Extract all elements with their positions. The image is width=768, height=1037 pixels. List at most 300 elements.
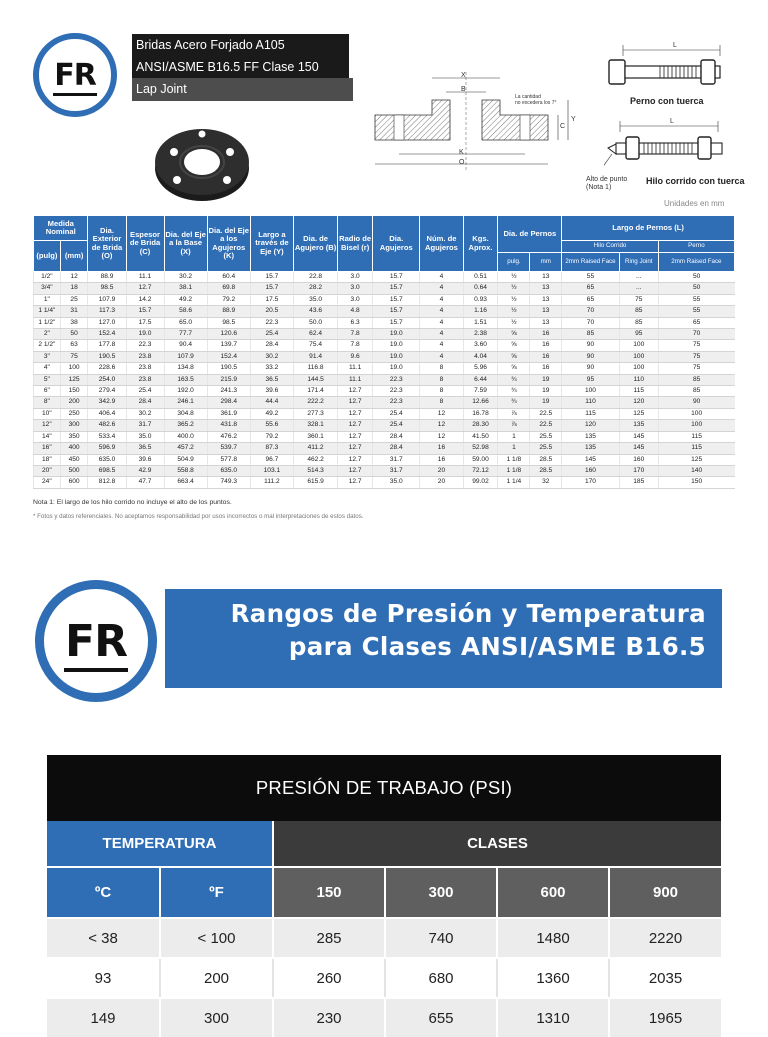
table-cell: 25.4 [373,408,420,419]
table-row [34,329,735,340]
table-cell: 596.9 [88,443,126,454]
table-cell: 450 [60,454,88,465]
pressure-cell: 655 [384,999,496,1037]
table-cell: 115 [619,386,658,397]
table-cell: 22.3 [250,317,293,328]
table-row [34,272,735,283]
table-cell: 16 [530,340,562,351]
col-bolt-pulg: pulg. [498,253,530,272]
pressure-cell: 285 [272,919,384,957]
table-cell: 15.7 [373,272,420,283]
table-cell: 63 [60,340,88,351]
table-cell: 7.59 [463,386,498,397]
table-cell: 185 [619,477,658,488]
table-cell: 17.5 [250,294,293,305]
table-cell: 41.50 [463,431,498,442]
table-cell: 28.4 [373,431,420,442]
col-bolt-length: Largo de Pernos (L) [562,216,735,241]
table-cell: 18" [34,454,61,465]
table-cell: 12.7 [126,283,164,294]
table-cell: 2.38 [463,329,498,340]
table-cell: 8 [420,397,463,408]
table-cell: 28.4 [126,397,164,408]
pressure-cell: 1965 [608,999,721,1037]
table-cell: 90.4 [164,340,207,351]
table-row [34,374,735,385]
table-cell: ... [619,283,658,294]
table-cell: 152.4 [88,329,126,340]
table-cell: 103.1 [250,465,293,476]
table-cell: 39.6 [126,454,164,465]
table-cell: 28.4 [250,340,293,351]
table-row [34,465,735,476]
pressure-cell: < 38 [47,919,159,957]
table-cell: 99.02 [463,477,498,488]
table-cell: 79.2 [207,294,250,305]
table-row [34,408,735,419]
table-cell: 3" [34,351,61,362]
table-cell: 31.7 [373,465,420,476]
table-cell: 25.4 [250,329,293,340]
table-cell: 59.00 [463,454,498,465]
table-cell: 365.2 [164,420,207,431]
table-cell: 8 [420,374,463,385]
table-cell: 12.7 [338,465,373,476]
table-cell: 635.0 [88,454,126,465]
table-cell: 15.7 [373,317,420,328]
table-row [34,340,735,351]
stud-bolt-diagram [604,118,734,170]
table-cell: 7.8 [338,340,373,351]
table-cell: 12" [34,420,61,431]
pressure-cell: 740 [384,919,496,957]
table-cell: 9.6 [338,351,373,362]
table-row [34,477,735,488]
table-row [34,294,735,305]
table-cell: 100 [658,408,734,419]
table-row [34,443,735,454]
table-cell: 135 [562,431,620,442]
table-row [34,420,735,431]
table-cell: 24" [34,477,61,488]
table-cell: 42.9 [126,465,164,476]
col-pulg: (pulg) [34,241,61,272]
table-cell: ⅝ [498,363,530,374]
table-cell: 19.0 [126,329,164,340]
table-cell: 812.8 [88,477,126,488]
table-cell: 615.9 [293,477,337,488]
table-cell: 72.12 [463,465,498,476]
col-nominal-size: Medida Nominal [34,216,88,241]
table-cell: 70 [562,317,620,328]
pressure-cell: 2220 [608,919,721,957]
table-cell: 171.4 [293,386,337,397]
table-cell: 16 [420,454,463,465]
table-cell: 36.5 [250,374,293,385]
table-cell: 1 1/8 [498,465,530,476]
table-cell: 12.66 [463,397,498,408]
col-outer-dia: Dia. Exterior de Brida (O) [88,216,126,272]
table-cell: 55.6 [250,420,293,431]
table-cell: 75 [619,294,658,305]
dim-y-label: Y [571,116,576,123]
table-cell: 4 [420,329,463,340]
table-cell: 0.51 [463,272,498,283]
table-cell: 60.4 [207,272,250,283]
pressure-cell: 200 [159,959,272,997]
table-cell: 145 [619,443,658,454]
table-cell: 16 [530,351,562,362]
table-cell: 215.9 [207,374,250,385]
table-cell: 14.2 [126,294,164,305]
table-cell: 120.6 [207,329,250,340]
table-cell: 90 [562,351,620,362]
table-row [34,363,735,374]
table-cell: 115 [658,443,734,454]
table-cell: ½ [498,306,530,317]
table-cell: 4.04 [463,351,498,362]
table-cell: 12 [420,431,463,442]
table-cell: 31.7 [126,420,164,431]
table-cell: 17.5 [126,317,164,328]
table-cell: 100 [619,340,658,351]
col-stud-ring: Ring Joint [619,253,658,272]
table-cell: ⅞ [498,420,530,431]
table-cell: ½ [498,272,530,283]
table-cell: 200 [60,397,88,408]
class-300: 300 [384,868,496,917]
table-cell: 19 [530,397,562,408]
table-cell: 304.8 [164,408,207,419]
table-cell: 500 [60,465,88,476]
banner-title-line1: Rangos de Presión y Temperatura [230,599,706,628]
table-cell: 22.5 [530,420,562,431]
table-cell: 49.2 [250,408,293,419]
bolt-dim-l-label: L [673,42,677,49]
table-row [34,397,735,408]
pressure-cell: 300 [159,999,272,1037]
flange-angle-note: La cantidad no excedera los 7° [515,94,557,106]
table-cell: 120 [619,397,658,408]
table-cell: 107.9 [164,351,207,362]
table-row [34,454,735,465]
stud-dim-l-label: L [670,118,674,125]
table-cell: 28.30 [463,420,498,431]
table-cell: 190.5 [207,363,250,374]
table-cell: 7.8 [338,329,373,340]
table-cell: 1.51 [463,317,498,328]
table-cell: 6.44 [463,374,498,385]
table-cell: 16 [530,363,562,374]
flange-cross-section-diagram [370,70,575,175]
table-cell: 360.1 [293,431,337,442]
table-cell: 43.6 [293,306,337,317]
table-cell: 87.3 [250,443,293,454]
table-cell: 18 [60,283,88,294]
table-cell: 15.7 [250,283,293,294]
col-bevel-radius: Radio de Bisel (r) [338,216,373,272]
table-cell: 75 [658,340,734,351]
pressure-rows [47,917,721,1037]
table-cell: 152.4 [207,351,250,362]
table-cell: 177.8 [88,340,126,351]
dim-x-label: X [461,72,466,79]
table-cell: 28.4 [373,443,420,454]
table-cell: 88.9 [207,306,250,317]
col-hub-dia: Dia. del Eje a la Base (X) [164,216,207,272]
table-cell: 32 [530,477,562,488]
table-cell: 1 1/2" [34,317,61,328]
table-cell: 95 [562,374,620,385]
table-cell: 8 [420,363,463,374]
pressure-cell: 93 [47,959,159,997]
table-cell: 70 [658,329,734,340]
table-cell: 25.5 [530,443,562,454]
table-cell: 3.0 [338,272,373,283]
table-cell: 50 [658,283,734,294]
table-cell: 228.6 [88,363,126,374]
table-cell: 145 [619,431,658,442]
table-cell: 16.78 [463,408,498,419]
table-cell: 1.16 [463,306,498,317]
stud-caption: Hilo corrido con tuerca [646,176,745,186]
table-cell: 361.9 [207,408,250,419]
table-cell: 150 [658,477,734,488]
table-cell: ½ [498,283,530,294]
table-cell: 246.1 [164,397,207,408]
class-150: 150 [272,868,384,917]
table-cell: 12.7 [338,408,373,419]
col-length-through-hub: Largo a través de Eje (Y) [250,216,293,272]
table-cell: 12.7 [338,477,373,488]
table-cell: 1 1/8 [498,454,530,465]
table-cell: 144.5 [293,374,337,385]
table-cell: 1 1/4" [34,306,61,317]
table-cell: 22.3 [126,340,164,351]
table-cell: 277.3 [293,408,337,419]
table-cell: 100 [658,420,734,431]
table-cell: 38 [60,317,88,328]
table-cell: 160 [562,465,620,476]
table-cell: ¾ [498,374,530,385]
table-cell: 116.8 [293,363,337,374]
col-thickness: Espesor de Brida (C) [126,216,164,272]
table-cell: 12 [420,420,463,431]
table-cell: 476.2 [207,431,250,442]
table-cell: 12.7 [338,431,373,442]
table-cell: 50 [658,272,734,283]
table-cell: 19.0 [373,340,420,351]
table-cell: 2" [34,329,61,340]
units-note: Unidades en mm [664,199,725,208]
table-cell: 100 [60,363,88,374]
flange-spec-table [33,215,735,489]
table-cell: 170 [619,465,658,476]
table-cell: 58.6 [164,306,207,317]
pressure-table-title: PRESIÓN DE TRABAJO (PSI) [47,755,721,821]
table-cell: 6" [34,386,61,397]
table-cell: 70 [562,306,620,317]
table-cell: 49.2 [164,294,207,305]
banner-logo [35,580,157,702]
table-cell: 20.5 [250,306,293,317]
table-cell: 13 [530,317,562,328]
table-cell: 170 [562,477,620,488]
table-cell: ½ [498,294,530,305]
table-cell: 514.3 [293,465,337,476]
pressure-row [47,997,721,1037]
classes-header: CLASES [272,821,721,866]
col-mm: (mm) [60,241,88,272]
table-cell: 1" [34,294,61,305]
pressure-cell: 1310 [496,999,608,1037]
table-cell: 55 [658,306,734,317]
col-bolt-circle: Dia. del Eje a los Agujeros (K) [207,216,250,272]
table-cell: 65 [562,294,620,305]
table-cell: 5" [34,374,61,385]
col-weight: Kgs. Aprox. [463,216,498,272]
table-cell: 19.0 [373,351,420,362]
table-cell: 22.8 [293,272,337,283]
col-hole-count: Núm. de Agujeros [420,216,463,272]
table-cell: 22.5 [530,408,562,419]
banner-title-line2: para Clases ANSI/ASME B16.5 [288,632,706,661]
table-cell: 79.2 [250,431,293,442]
table-cell: 38.1 [164,283,207,294]
pressure-cell: 680 [384,959,496,997]
table-cell: 1 [498,431,530,442]
table-cell: 125 [658,454,734,465]
pressure-banner [165,589,722,688]
table-cell: 328.1 [293,420,337,431]
table-cell: 10" [34,408,61,419]
table-cell: 241.3 [207,386,250,397]
table-cell: 250 [60,408,88,419]
table-cell: 15.7 [373,283,420,294]
table-cell: 75 [658,363,734,374]
table-cell: 6.3 [338,317,373,328]
table-cell: 75.4 [293,340,337,351]
table-cell: 28.5 [530,465,562,476]
stud-point-note-ref: (Nota 1) [586,184,612,191]
col-stud-rf: 2mm Raised Face [562,253,620,272]
dim-k-label: K [459,149,464,156]
table-cell: 30.2 [126,408,164,419]
table-cell: ⅝ [498,351,530,362]
pressure-cell: 1360 [496,959,608,997]
pressure-row [47,957,721,997]
pressure-cell: < 100 [159,919,272,957]
pressure-cell: 260 [272,959,384,997]
table-cell: 33.2 [250,363,293,374]
table-cell: 50 [60,329,88,340]
table-cell: 300 [60,420,88,431]
table-cell: 65 [658,317,734,328]
product-title-line3: Lap Joint [132,78,353,101]
table-cell: 150 [60,386,88,397]
banner-logo-underline [64,668,128,672]
table-cell: 533.4 [88,431,126,442]
table-cell: ⅞ [498,408,530,419]
table-cell: 39.6 [250,386,293,397]
table-cell: 111.2 [250,477,293,488]
table-cell: 135 [562,443,620,454]
table-cell: 749.3 [207,477,250,488]
company-logo [33,33,117,117]
table-row [34,306,735,317]
table-cell: 25.4 [373,420,420,431]
table-cell: 12.7 [338,397,373,408]
table-cell: 85 [562,329,620,340]
table-cell: 298.4 [207,397,250,408]
table-cell: 12.7 [338,443,373,454]
table-cell: 134.8 [164,363,207,374]
table-cell: 85 [658,386,734,397]
pressure-cell: 230 [272,999,384,1037]
table-cell: 127.0 [88,317,126,328]
table-cell: 31.7 [373,454,420,465]
table-cell: 50.0 [293,317,337,328]
spec-table-body [34,272,735,489]
logo-text: FR [54,57,96,93]
table-cell: 192.0 [164,386,207,397]
table-cell: 222.2 [293,397,337,408]
stud-point-note: Alto de punto [586,176,628,183]
table-cell: 31 [60,306,88,317]
table-cell: 4 [420,294,463,305]
table-cell: 145 [562,454,620,465]
table-cell: 85 [619,317,658,328]
table-cell: 88.9 [88,272,126,283]
table-cell: 400 [60,443,88,454]
product-title-line1: Bridas Acero Forjado A105 [136,38,285,52]
table-cell: 120 [562,420,620,431]
class-600: 600 [496,868,608,917]
table-cell: 75 [658,351,734,362]
table-cell: 139.7 [207,340,250,351]
bolt-nut-caption: Perno con tuerca [630,96,704,106]
product-title-line2: ANSI/ASME B16.5 FF Clase 150 [136,60,319,74]
table-cell: 457.2 [164,443,207,454]
table-cell: 4 [420,351,463,362]
table-cell: 115 [562,408,620,419]
table-cell: 19 [530,386,562,397]
table-cell: 140 [658,465,734,476]
banner-logo-text: FR [65,615,127,667]
table-cell: 98.5 [88,283,126,294]
col-bolt: Perno [658,241,734,253]
table-cell: 20 [420,465,463,476]
table-cell: 20" [34,465,61,476]
table-cell: 13 [530,294,562,305]
table-cell: 4 [420,317,463,328]
logo-underline [53,93,97,96]
pressure-cell: 2035 [608,959,721,997]
table-cell: 110 [562,397,620,408]
table-cell: 90 [562,340,620,351]
table-cell: 35.0 [126,431,164,442]
dim-c-label: C [560,123,566,130]
table-cell: 19.0 [373,363,420,374]
table-cell: 411.2 [293,443,337,454]
table-cell: ... [619,272,658,283]
table-cell: 12.7 [338,454,373,465]
table-cell: 115 [658,431,734,442]
unit-fahrenheit: ºF [159,868,272,917]
table-cell: 135 [619,420,658,431]
table-cell: 85 [619,306,658,317]
table-cell: 23.8 [126,363,164,374]
